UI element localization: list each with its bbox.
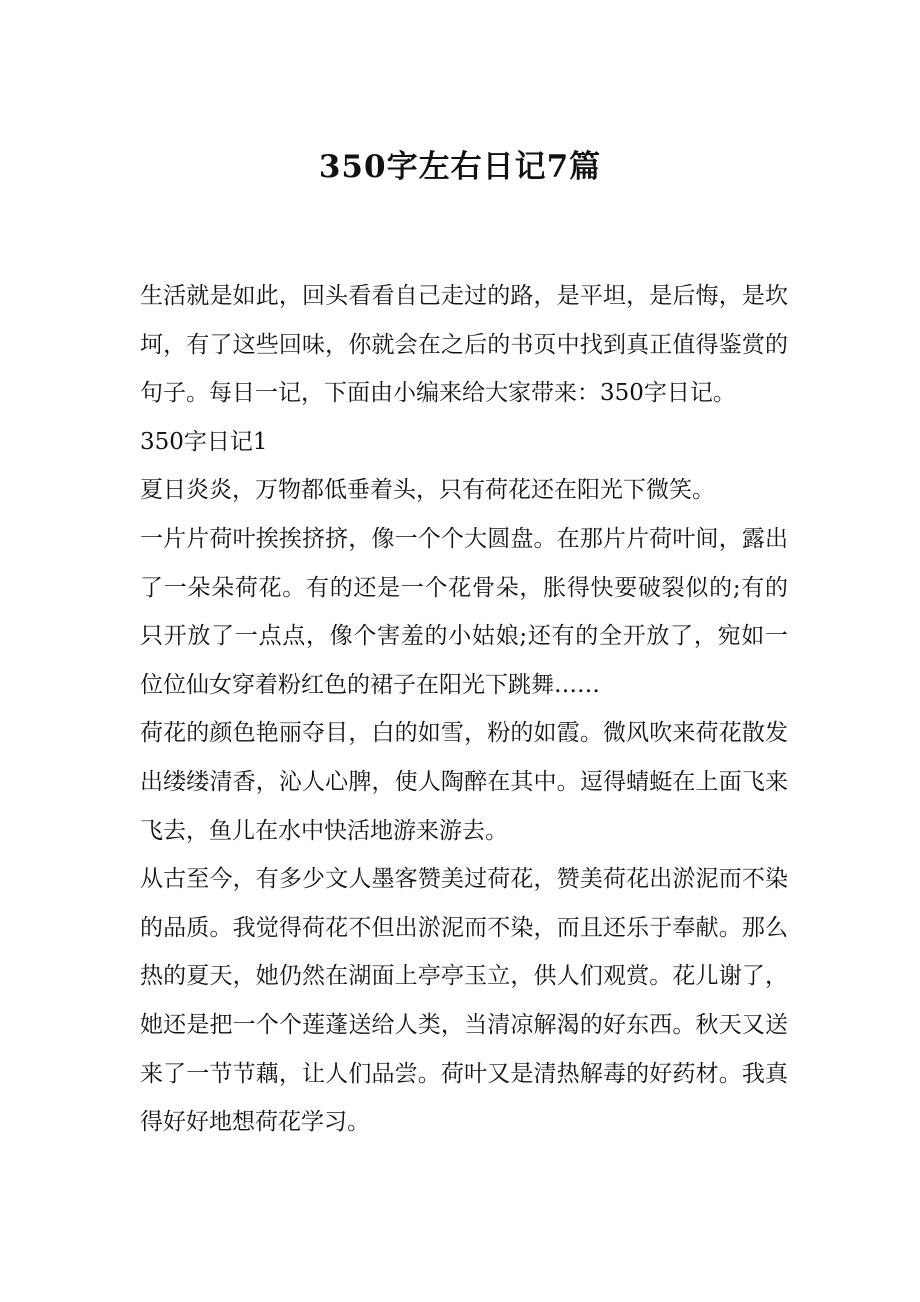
section-heading: 350字日记1 xyxy=(140,428,268,455)
document-body xyxy=(140,272,788,1147)
intro-paragraph: 生活就是如此，回头看看自己走过的路，是平坦，是后悔，是坎坷，有了这些回味，你就会在之后的书页中找到真正值得鉴赏的句子。每日一记，下面由小编来给大家带来：350字日记。 xyxy=(140,283,788,407)
body-paragraph: 一片片荷叶挨挨挤挤，像一个个大圆盘。在那片片荷叶间，露出了一朵朵荷花。有的还是一个花骨朵，胀得快要破裂似的;有的只开放了一点点，像个害羞的小姑娘;还有的全开放了，宛如一位位仙女穿着粉红色的裙子在阳光下跳舞…… xyxy=(140,525,788,698)
body-paragraph: 荷花的颜色艳丽夺目，白的如雪，粉的如霞。微风吹来荷花散发出缕缕清香，沁人心脾，使人陶醉在其中。逗得蜻蜓在上面飞来飞去，鱼儿在水中快活地游来游去。 xyxy=(140,720,788,844)
document-title: 350字左右日记7篇 xyxy=(318,149,602,185)
body-paragraph: 夏日炎炎，万物都低垂着头，只有荷花还在阳光下微笑。 xyxy=(140,477,715,504)
body-paragraph: 从古至今，有多少文人墨客赞美过荷花，赞美荷花出淤泥而不染的品质。我觉得荷花不但出淤泥而不染，而且还乐于奉献。那么热的夏天，她仍然在湖面上亭亭玉立，供人们观赏。花儿谢了，她还是把一个个莲蓬送给人类，当清凉解渴的好东西。秋天又送来了一节节藕，让人们品尝。荷叶又是清热解毒的好药材。我真得好好地想荷花学习。 xyxy=(140,866,788,1136)
